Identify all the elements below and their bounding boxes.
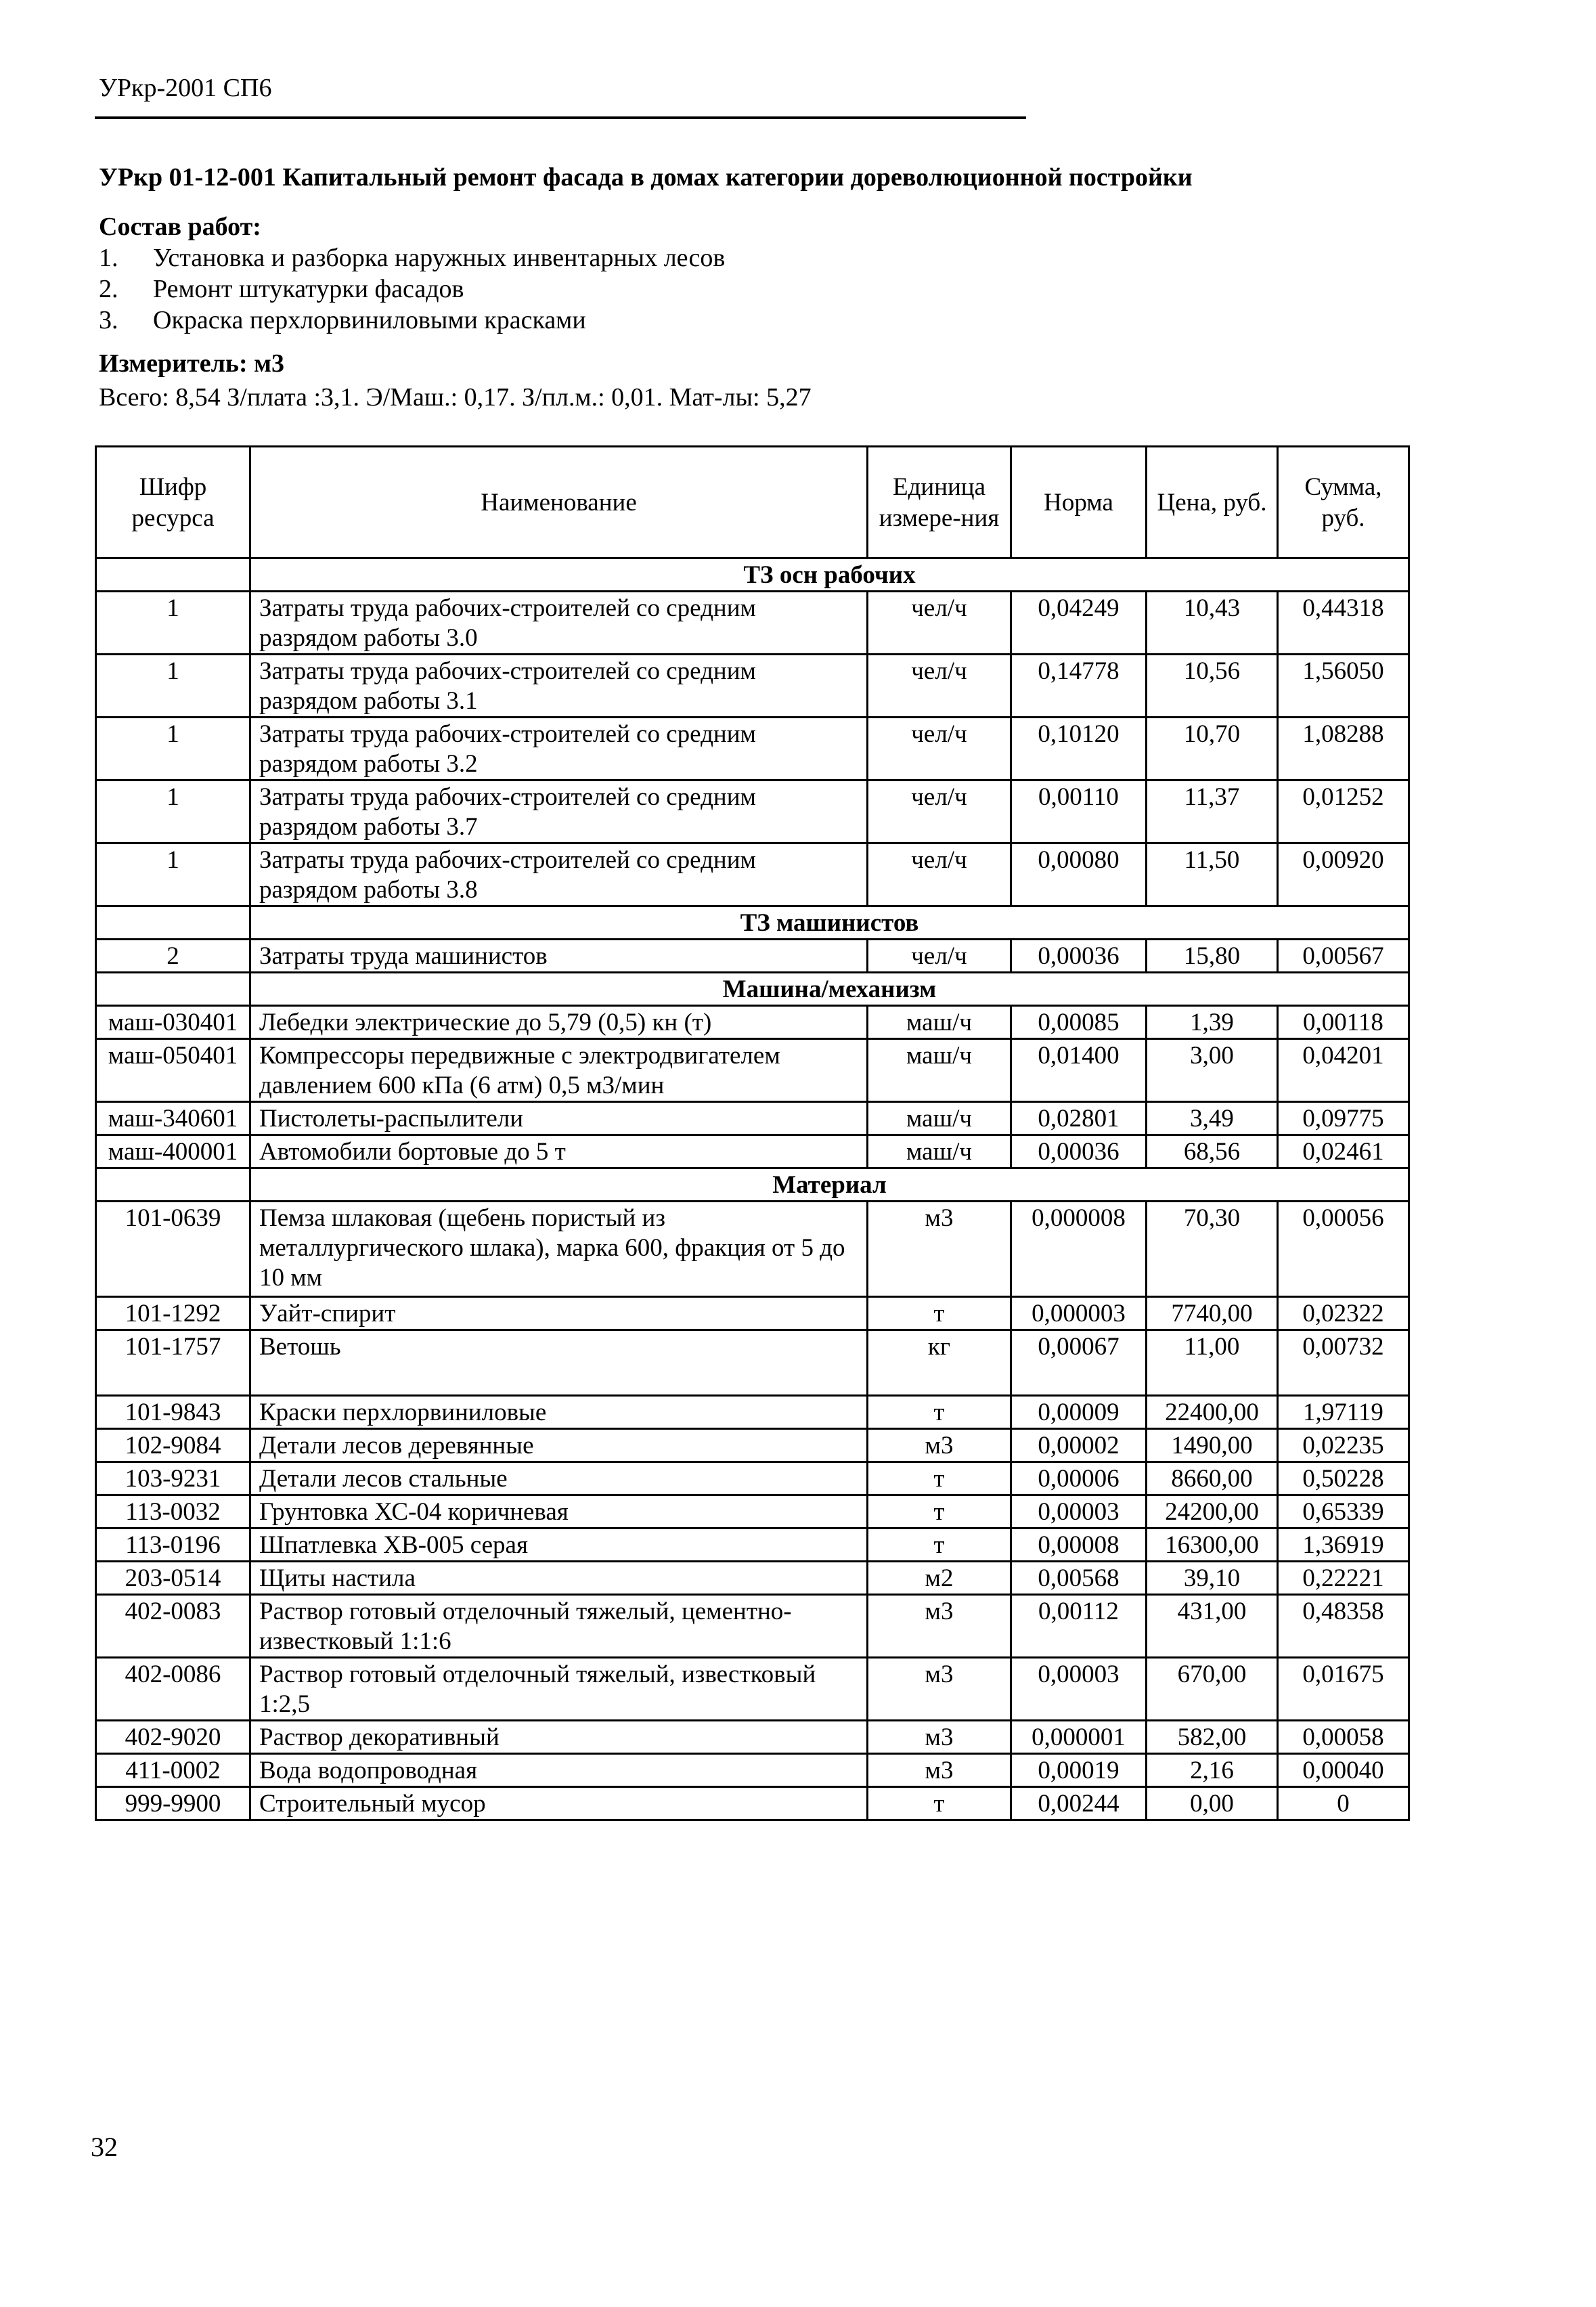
- cell-sum: 0,48358: [1278, 1595, 1409, 1658]
- cell-name: Автомобили бортовые до 5 т: [250, 1135, 868, 1168]
- cell-norm: 0,00067: [1011, 1330, 1147, 1396]
- cell-price: 11,00: [1147, 1330, 1278, 1396]
- cell-norm: 0,04249: [1011, 592, 1147, 655]
- cell-price: 10,70: [1147, 718, 1278, 781]
- table-row: [96, 1787, 1409, 1820]
- cell-code: маш-030401: [96, 1006, 250, 1039]
- cell-norm: 0,00568: [1011, 1562, 1147, 1595]
- cell-price: 670,00: [1147, 1658, 1278, 1721]
- header-price: Цена, руб.: [1147, 447, 1278, 558]
- table-header-row: [96, 447, 1409, 558]
- cell-norm: 0,000003: [1011, 1297, 1147, 1330]
- cell-sum: 0,09775: [1278, 1102, 1409, 1135]
- section-title: Машина/механизм: [250, 973, 1409, 1006]
- cell-price: 70,30: [1147, 1202, 1278, 1297]
- work-heading: Состав работ:: [99, 213, 261, 241]
- cell-code: 402-9020: [96, 1721, 250, 1754]
- cell-unit: м3: [868, 1658, 1011, 1721]
- cell-code: маш-050401: [96, 1039, 250, 1102]
- cell-price: 10,43: [1147, 592, 1278, 655]
- cell-norm: 0,00080: [1011, 843, 1147, 906]
- cell-name: Затраты труда рабочих-строителей со средним разрядом работы 3.0: [250, 592, 868, 655]
- cell-norm: 0,14778: [1011, 655, 1147, 718]
- cell-price: 11,50: [1147, 843, 1278, 906]
- cell-price: 8660,00: [1147, 1462, 1278, 1495]
- cell-sum: 0,00920: [1278, 843, 1409, 906]
- cell-unit: м3: [868, 1721, 1011, 1754]
- cell-unit: м3: [868, 1754, 1011, 1787]
- cell-code: 203-0514: [96, 1562, 250, 1595]
- cell-norm: 0,00009: [1011, 1396, 1147, 1429]
- cell-price: 11,37: [1147, 781, 1278, 843]
- header-name: Наименование: [250, 447, 868, 558]
- cell-code: 101-0639: [96, 1202, 250, 1297]
- cell-code: 1: [96, 781, 250, 843]
- cell-sum: 0,00056: [1278, 1202, 1409, 1297]
- cell-name: Затраты труда рабочих-строителей со средним разрядом работы 3.1: [250, 655, 868, 718]
- work-item: [99, 273, 725, 305]
- table-row: [96, 1462, 1409, 1495]
- header-norm: Норма: [1011, 447, 1147, 558]
- cell-name: Краски перхлорвиниловые: [250, 1396, 868, 1429]
- cell-code: 402-0083: [96, 1595, 250, 1658]
- cell-price: 1,39: [1147, 1006, 1278, 1039]
- cell-unit: кг: [868, 1330, 1011, 1396]
- table-row: [96, 1721, 1409, 1754]
- table-row: [96, 1595, 1409, 1658]
- cell-price: 3,00: [1147, 1039, 1278, 1102]
- work-item: [99, 242, 725, 273]
- cell-name: Затраты труда рабочих-строителей со средним разрядом работы 3.7: [250, 781, 868, 843]
- cell-norm: 0,01400: [1011, 1039, 1147, 1102]
- meter-label: Измеритель: м3: [99, 349, 285, 378]
- cell-code: 1: [96, 592, 250, 655]
- cell-unit: т: [868, 1396, 1011, 1429]
- cell-price: 3,49: [1147, 1102, 1278, 1135]
- cell-sum: 1,56050: [1278, 655, 1409, 718]
- cell-sum: 1,08288: [1278, 718, 1409, 781]
- cell-unit: чел/ч: [868, 781, 1011, 843]
- cell-price: 7740,00: [1147, 1297, 1278, 1330]
- table-row: [96, 1495, 1409, 1529]
- document-code: УРкр-2001 СП6: [99, 74, 272, 102]
- cell-unit: маш/ч: [868, 1039, 1011, 1102]
- cell-sum: 0,50228: [1278, 1462, 1409, 1495]
- cell-norm: 0,00112: [1011, 1595, 1147, 1658]
- cell-sum: 0,01252: [1278, 781, 1409, 843]
- cell-sum: 0,65339: [1278, 1495, 1409, 1529]
- cell-unit: т: [868, 1462, 1011, 1495]
- cell-unit: т: [868, 1495, 1011, 1529]
- cell-sum: 0,02235: [1278, 1429, 1409, 1462]
- cell-code: 102-9084: [96, 1429, 250, 1462]
- cell-name: Компрессоры передвижные с электродвигателем давлением 600 кПа (6 атм) 0,5 м3/мин: [250, 1039, 868, 1102]
- table-row: [96, 940, 1409, 973]
- cell-code: 113-0032: [96, 1495, 250, 1529]
- cell-code: 113-0196: [96, 1529, 250, 1562]
- cell-norm: 0,00085: [1011, 1006, 1147, 1039]
- work-item-text: Установка и разборка наружных инвентарных лесов: [153, 244, 726, 272]
- cell-unit: т: [868, 1529, 1011, 1562]
- cell-unit: чел/ч: [868, 655, 1011, 718]
- cell-sum: 1,36919: [1278, 1529, 1409, 1562]
- cell-price: 431,00: [1147, 1595, 1278, 1658]
- cell-norm: 0,00003: [1011, 1658, 1147, 1721]
- cell-price: 0,00: [1147, 1787, 1278, 1820]
- cell-code: 2: [96, 940, 250, 973]
- resource-table: [95, 445, 1410, 1821]
- header-unit: Единица измере-ния: [868, 447, 1011, 558]
- cell-price: 68,56: [1147, 1135, 1278, 1168]
- table-row: [96, 1102, 1409, 1135]
- cell-sum: 0,00732: [1278, 1330, 1409, 1396]
- table-row: [96, 1039, 1409, 1102]
- table-row: [96, 1562, 1409, 1595]
- table-row: [96, 1429, 1409, 1462]
- work-item-number: 1.: [99, 244, 118, 272]
- work-item-text: Ремонт штукатурки фасадов: [153, 275, 464, 303]
- work-item: [99, 305, 725, 336]
- table-row: [96, 781, 1409, 843]
- table-row: [96, 1297, 1409, 1330]
- cell-name: Шпатлевка ХВ-005 серая: [250, 1529, 868, 1562]
- cell-unit: м2: [868, 1562, 1011, 1595]
- table-row: [96, 592, 1409, 655]
- cell-name: Раствор готовый отделочный тяжелый, цементно-известковый 1:1:6: [250, 1595, 868, 1658]
- cell-norm: 0,02801: [1011, 1102, 1147, 1135]
- cell-norm: 0,00244: [1011, 1787, 1147, 1820]
- cell-norm: 0,00006: [1011, 1462, 1147, 1495]
- cell-name: Щиты настила: [250, 1562, 868, 1595]
- cell-sum: 0,00040: [1278, 1754, 1409, 1787]
- table-body: [96, 558, 1409, 1820]
- cell-norm: 0,00002: [1011, 1429, 1147, 1462]
- cell-code: 402-0086: [96, 1658, 250, 1721]
- cell-sum: 1,97119: [1278, 1396, 1409, 1429]
- cell-sum: 0: [1278, 1787, 1409, 1820]
- cell-norm: 0,00019: [1011, 1754, 1147, 1787]
- cell-sum: 0,00118: [1278, 1006, 1409, 1039]
- cell-name: Детали лесов стальные: [250, 1462, 868, 1495]
- cell-unit: т: [868, 1297, 1011, 1330]
- work-item-number: 3.: [99, 306, 118, 334]
- cell-name: Грунтовка ХС-04 коричневая: [250, 1495, 868, 1529]
- cell-unit: м3: [868, 1595, 1011, 1658]
- cell-price: 10,56: [1147, 655, 1278, 718]
- page-number: 32: [91, 2132, 118, 2162]
- cell-sum: 0,01675: [1278, 1658, 1409, 1721]
- cell-price: 22400,00: [1147, 1396, 1278, 1429]
- section-empty-cell: [96, 1168, 250, 1202]
- work-item-text: Окраска перхлорвиниловыми красками: [153, 306, 586, 334]
- cell-norm: 0,00110: [1011, 781, 1147, 843]
- document-title: УРкр 01-12-001 Капитальный ремонт фасада в домах категории дореволюционной постройки: [99, 163, 1193, 192]
- cell-price: 24200,00: [1147, 1495, 1278, 1529]
- cell-price: 2,16: [1147, 1754, 1278, 1787]
- cell-sum: 0,04201: [1278, 1039, 1409, 1102]
- meter-block: [99, 347, 812, 414]
- cell-code: 101-1292: [96, 1297, 250, 1330]
- cell-unit: т: [868, 1787, 1011, 1820]
- section-empty-cell: [96, 973, 250, 1006]
- work-composition: [99, 211, 725, 336]
- cell-code: 1: [96, 718, 250, 781]
- cell-unit: чел/ч: [868, 718, 1011, 781]
- cell-sum: 0,22221: [1278, 1562, 1409, 1595]
- cell-unit: чел/ч: [868, 843, 1011, 906]
- cell-sum: 0,00058: [1278, 1721, 1409, 1754]
- cell-code: 101-9843: [96, 1396, 250, 1429]
- table-row: [96, 843, 1409, 906]
- section-row: [96, 973, 1409, 1006]
- cell-name: Пемза шлаковая (щебень пористый из металлургического шлака), марка 600, фракция от 5 до 10 мм: [250, 1202, 868, 1297]
- cell-name: Детали лесов деревянные: [250, 1429, 868, 1462]
- table-row: [96, 1658, 1409, 1721]
- header-divider: [95, 116, 1026, 119]
- table-row: [96, 1006, 1409, 1039]
- cell-code: маш-400001: [96, 1135, 250, 1168]
- cell-code: 999-9900: [96, 1787, 250, 1820]
- cell-name: Пистолеты-распылители: [250, 1102, 868, 1135]
- cell-code: маш-340601: [96, 1102, 250, 1135]
- cell-sum: 0,02461: [1278, 1135, 1409, 1168]
- cell-code: 411-0002: [96, 1754, 250, 1787]
- section-title: ТЗ машинистов: [250, 906, 1409, 940]
- cell-norm: 0,000001: [1011, 1721, 1147, 1754]
- cell-unit: м3: [868, 1202, 1011, 1297]
- cell-name: Затраты труда машинистов: [250, 940, 868, 973]
- header-code: Шифр ресурса: [96, 447, 250, 558]
- cell-price: 39,10: [1147, 1562, 1278, 1595]
- totals-line: Всего: 8,54 З/плата :3,1. Э/Маш.: 0,17. З/пл.м.: 0,01. Мат-лы: 5,27: [99, 383, 812, 412]
- cell-price: 16300,00: [1147, 1529, 1278, 1562]
- cell-sum: 0,02322: [1278, 1297, 1409, 1330]
- section-row: [96, 906, 1409, 940]
- cell-unit: маш/ч: [868, 1006, 1011, 1039]
- cell-price: 1490,00: [1147, 1429, 1278, 1462]
- cell-unit: чел/ч: [868, 592, 1011, 655]
- cell-unit: чел/ч: [868, 940, 1011, 973]
- section-row: [96, 558, 1409, 592]
- cell-name: Раствор готовый отделочный тяжелый, известковый 1:2,5: [250, 1658, 868, 1721]
- table-row: [96, 718, 1409, 781]
- cell-norm: 0,00003: [1011, 1495, 1147, 1529]
- table-row: [96, 1754, 1409, 1787]
- cell-code: 103-9231: [96, 1462, 250, 1495]
- cell-norm: 0,000008: [1011, 1202, 1147, 1297]
- table-row: [96, 1202, 1409, 1297]
- cell-name: Вода водопроводная: [250, 1754, 868, 1787]
- cell-code: 101-1757: [96, 1330, 250, 1396]
- cell-name: Раствор декоративный: [250, 1721, 868, 1754]
- cell-sum: 0,44318: [1278, 592, 1409, 655]
- work-item-number: 2.: [99, 275, 118, 303]
- cell-norm: 0,00008: [1011, 1529, 1147, 1562]
- cell-name: Строительный мусор: [250, 1787, 868, 1820]
- cell-sum: 0,00567: [1278, 940, 1409, 973]
- section-empty-cell: [96, 558, 250, 592]
- section-title: Материал: [250, 1168, 1409, 1202]
- cell-unit: маш/ч: [868, 1102, 1011, 1135]
- section-row: [96, 1168, 1409, 1202]
- cell-name: Затраты труда рабочих-строителей со средним разрядом работы 3.2: [250, 718, 868, 781]
- cell-norm: 0,00036: [1011, 1135, 1147, 1168]
- table-row: [96, 1529, 1409, 1562]
- table-row: [96, 1135, 1409, 1168]
- cell-price: 582,00: [1147, 1721, 1278, 1754]
- cell-norm: 0,00036: [1011, 940, 1147, 973]
- section-empty-cell: [96, 906, 250, 940]
- section-title: ТЗ осн рабочих: [250, 558, 1409, 592]
- cell-name: Ветошь: [250, 1330, 868, 1396]
- cell-code: 1: [96, 655, 250, 718]
- cell-price: 15,80: [1147, 940, 1278, 973]
- table-row: [96, 1330, 1409, 1396]
- cell-name: Лебедки электрические до 5,79 (0,5) кн (т): [250, 1006, 868, 1039]
- cell-unit: м3: [868, 1429, 1011, 1462]
- cell-unit: маш/ч: [868, 1135, 1011, 1168]
- cell-norm: 0,10120: [1011, 718, 1147, 781]
- table-row: [96, 655, 1409, 718]
- cell-name: Уайт-спирит: [250, 1297, 868, 1330]
- cell-name: Затраты труда рабочих-строителей со средним разрядом работы 3.8: [250, 843, 868, 906]
- table-row: [96, 1396, 1409, 1429]
- header-sum: Сумма, руб.: [1278, 447, 1409, 558]
- cell-code: 1: [96, 843, 250, 906]
